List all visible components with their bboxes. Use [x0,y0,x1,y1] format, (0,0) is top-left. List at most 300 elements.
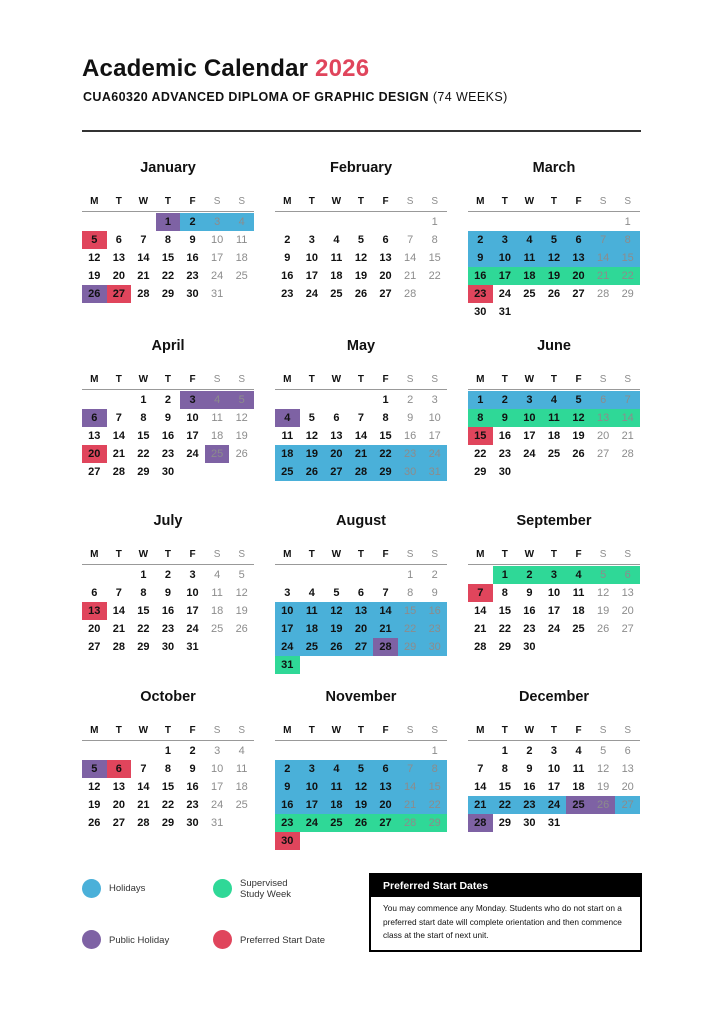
day-cell: 6 [373,760,398,778]
day-cell: 29 [373,463,398,481]
day-cell: 15 [498,781,511,793]
day-cell: 27 [349,638,374,656]
day-cell: 23 [517,796,542,814]
day-cell: 25 [235,270,248,282]
day-cell: 21 [398,796,423,814]
day-cell: 23 [186,270,199,282]
month-name: March [532,160,576,176]
day-cell: 3 [308,234,315,246]
weekday-header: F [575,725,582,736]
weekday-header: S [624,725,632,736]
course-duration: (74 WEEKS) [432,90,508,104]
day-cell: 10 [493,249,518,267]
day-cell: 31 [275,656,300,674]
weekday-header: T [164,725,172,736]
day-cell: 6 [382,234,389,246]
day-cell: 9 [431,587,438,599]
weekday-header: F [575,549,582,560]
day-cell: 16 [186,781,199,793]
weekday-header: S [624,374,632,385]
weekday-header: W [331,549,342,560]
weekday-header: T [501,196,508,207]
day-cell: 20 [349,620,374,638]
page-title [82,55,369,83]
weekday-header: F [382,374,389,385]
day-cell: 14 [137,252,150,264]
day-cell: 15 [615,249,640,267]
day-cell: 10 [300,778,325,796]
day-cell: 5 [600,745,607,757]
day-cell: 25 [235,799,248,811]
weekday-header: S [599,196,607,207]
day-cell: 24 [211,270,224,282]
day-cell: 9 [526,587,533,599]
day-cell: 31 [186,641,199,653]
day-cell: 13 [621,763,634,775]
day-cell: 3 [214,745,221,757]
day-cell: 4 [324,760,349,778]
day-cell: 18 [517,267,542,285]
day-cell: 14 [474,605,487,617]
day-cell: 14 [398,778,423,796]
day-cell: 25 [330,288,343,300]
month-name: February [329,160,393,176]
weekday-header: W [138,549,149,560]
day-cell: 27 [373,814,398,832]
day-cell: 24 [211,799,224,811]
day-cell: 2 [517,566,542,584]
day-cell: 9 [164,412,172,424]
day-cell: 11 [517,249,542,267]
day-cell: 18 [572,781,585,793]
day-cell: 7 [468,584,493,602]
weekday-header: S [599,725,607,736]
weekday-header: S [213,725,221,736]
weekday-header: M [476,549,485,560]
day-cell: 5 [333,587,340,599]
day-cell: 16 [161,605,175,617]
month-header-divider [275,564,447,565]
weekday-header: M [283,549,292,560]
day-cell: 14 [137,781,150,793]
day-cell: 16 [468,267,493,285]
day-cell: 18 [300,620,325,638]
day-cell: 11 [572,587,585,599]
day-cell: 30 [398,463,423,481]
day-cell: 10 [186,587,199,599]
day-cell: 1 [431,216,438,228]
day-cell: 17 [211,252,224,264]
day-cell: 5 [357,234,365,246]
day-cell: 18 [547,430,561,442]
day-cell: 28 [112,466,125,478]
day-cell: 7 [357,412,365,424]
day-cell: 12 [597,763,610,775]
day-cell: 24 [547,623,561,635]
weekday-header: T [115,725,122,736]
day-cell: 25 [275,463,300,481]
day-cell: 23 [161,623,175,635]
day-cell: 2 [180,213,205,231]
day-cell: 3 [550,745,558,757]
day-cell: 9 [526,763,533,775]
day-cell: 8 [407,587,414,599]
day-cell: 18 [235,252,248,264]
day-cell: 2 [493,391,518,409]
day-cell: 21 [373,620,398,638]
day-cell: 17 [305,270,318,282]
day-cell: 14 [591,249,616,267]
weekday-header: M [476,196,485,207]
day-cell: 8 [140,412,147,424]
day-cell: 16 [161,430,175,442]
month-name: August [336,513,386,529]
month-name: April [151,338,185,354]
day-cell: 16 [523,781,536,793]
weekday-header: F [189,725,196,736]
day-cell: 9 [468,249,493,267]
day-cell: 7 [407,234,414,246]
day-cell: 3 [542,566,567,584]
day-cell: 11 [211,587,223,599]
day-cell: 29 [474,466,487,478]
weekday-header: S [238,549,246,560]
day-cell: 30 [186,817,199,829]
day-cell: 13 [621,587,634,599]
day-cell: 29 [621,288,634,300]
day-cell: 26 [597,623,610,635]
weekday-header: T [501,549,508,560]
day-cell: 5 [82,231,107,249]
day-cell: 28 [621,448,634,460]
legend-public-holiday-label: Public Holiday [109,935,170,946]
day-cell: 15 [137,430,150,442]
month-name: January [140,160,196,176]
day-cell: 13 [112,781,125,793]
day-cell: 11 [542,409,567,427]
day-cell: 4 [205,391,230,409]
day-cell: 25 [523,288,536,300]
day-cell: 20 [379,270,392,282]
day-cell: 11 [330,252,343,264]
weekday-header: T [357,374,365,385]
day-cell: 7 [615,391,640,409]
day-cell: 6 [357,587,365,599]
day-cell: 6 [91,587,98,599]
weekday-header: S [599,549,607,560]
day-cell: 1 [140,569,147,581]
day-cell: 21 [621,430,634,442]
course-subtitle [83,90,508,104]
weekday-header: T [164,549,172,560]
day-cell: 7 [477,763,484,775]
day-cell: 7 [140,763,147,775]
day-cell: 22 [474,448,487,460]
day-cell: 20 [566,267,591,285]
day-cell: 11 [281,430,294,442]
weekday-header: S [406,725,414,736]
day-cell: 11 [235,763,248,775]
day-cell: 16 [281,270,294,282]
day-cell: 19 [300,445,325,463]
weekday-header: F [575,374,582,385]
day-cell: 16 [422,602,447,620]
day-cell: 27 [88,641,101,653]
day-cell: 25 [572,623,585,635]
month-header-divider [275,389,447,390]
weekday-header: S [431,549,439,560]
day-cell: 21 [349,445,374,463]
day-cell: 8 [140,587,147,599]
weekday-header: F [382,196,389,207]
weekday-header: F [382,725,389,736]
day-cell: 31 [498,306,511,318]
weekday-header: F [189,374,196,385]
day-cell: 25 [566,796,591,814]
day-cell: 22 [498,623,511,635]
day-cell: 23 [398,445,423,463]
day-cell: 4 [308,587,315,599]
weekday-header: F [189,549,196,560]
day-cell: 27 [597,448,610,460]
day-cell: 14 [404,252,417,264]
month-header-divider [82,211,254,212]
day-cell: 30 [523,817,536,829]
day-cell: 5 [591,566,616,584]
day-cell: 1 [468,391,493,409]
weekday-header: T [164,374,172,385]
weekday-header: T [550,549,558,560]
day-cell: 15 [498,605,511,617]
day-cell: 31 [422,463,447,481]
day-cell: 1 [407,569,414,581]
day-cell: 27 [615,796,640,814]
weekday-header: M [476,374,485,385]
day-cell: 24 [300,814,325,832]
day-cell: 7 [382,587,389,599]
day-cell: 5 [82,760,107,778]
day-cell: 6 [115,234,122,246]
weekday-header: S [238,196,246,207]
preferred-start-text: You may commence any Monday. Students who do not start on a preferred start date will complete orientation and then commence class at the start of next unit. [383,903,622,940]
day-cell: 6 [591,391,616,409]
day-cell: 14 [373,602,398,620]
weekday-header: T [550,196,558,207]
day-cell: 22 [615,267,640,285]
day-cell: 19 [349,796,374,814]
day-cell: 2 [189,745,196,757]
day-cell: 24 [523,448,536,460]
day-cell: 12 [305,430,318,442]
day-cell: 1 [624,216,631,228]
legend-supervised-line2: Study Week [240,889,292,900]
day-cell: 20 [112,799,125,811]
day-cell: 26 [300,463,325,481]
day-cell: 12 [88,781,101,793]
day-cell: 8 [164,234,172,246]
month-header-divider [82,389,254,390]
day-cell: 1 [431,745,438,757]
day-cell: 9 [189,234,196,246]
day-cell: 26 [235,448,248,460]
day-cell: 21 [474,623,487,635]
day-cell: 25 [205,445,230,463]
day-cell: 30 [186,288,199,300]
day-cell: 28 [112,641,125,653]
day-cell: 31 [211,288,224,300]
day-cell: 17 [493,267,518,285]
day-cell: 23 [498,448,511,460]
day-cell: 23 [468,285,493,303]
day-cell: 29 [498,641,511,653]
day-cell: 2 [284,234,291,246]
day-cell: 24 [422,445,447,463]
title-text: Academic Calendar [82,55,309,82]
day-cell: 10 [428,412,441,424]
month-name: October [140,689,196,705]
day-cell: 26 [591,796,616,814]
day-cell: 20 [597,430,610,442]
weekday-header: S [213,196,221,207]
day-cell: 8 [501,587,508,599]
day-cell: 20 [621,605,634,617]
day-cell: 1 [382,394,389,406]
day-cell: 5 [542,231,567,249]
day-cell: 1 [140,394,147,406]
day-cell: 25 [547,448,561,460]
weekday-header: W [524,725,535,736]
weekday-header: T [164,196,172,207]
day-cell: 25 [300,638,325,656]
day-cell: 16 [404,430,417,442]
day-cell: 10 [517,409,542,427]
weekday-header: F [382,549,389,560]
day-cell: 26 [235,623,248,635]
weekday-header: M [90,549,99,560]
weekday-header: S [599,374,607,385]
day-cell: 4 [566,566,591,584]
day-cell: 16 [498,430,511,442]
day-cell: 10 [211,763,224,775]
month-name: September [516,513,592,529]
day-cell: 24 [275,638,300,656]
day-cell: 19 [235,430,248,442]
day-cell: 6 [107,760,132,778]
day-cell: 20 [373,796,398,814]
day-cell: 7 [115,412,122,424]
weekday-header: T [308,725,315,736]
weekday-header: W [331,374,342,385]
weekday-header: T [357,196,365,207]
day-cell: 12 [88,252,101,264]
day-cell: 21 [137,799,150,811]
weekday-header: T [357,549,365,560]
day-cell: 19 [597,781,610,793]
day-cell: 22 [398,620,423,638]
day-cell: 10 [186,412,199,424]
month-header-divider [468,389,640,390]
day-cell: 17 [275,620,300,638]
day-cell: 28 [404,288,417,300]
day-cell: 13 [112,252,125,264]
day-cell: 30 [422,638,447,656]
day-cell: 10 [305,252,318,264]
header-divider [82,130,641,132]
day-cell: 2 [164,394,172,406]
day-cell: 26 [349,814,374,832]
weekday-header: M [283,725,292,736]
day-cell: 29 [398,638,423,656]
day-cell: 30 [161,641,175,653]
day-cell: 3 [300,760,325,778]
day-cell: 23 [161,448,175,460]
weekday-header: M [283,374,292,385]
day-cell: 17 [523,430,536,442]
weekday-header: S [431,374,439,385]
preferred-swatch-icon [213,930,232,949]
weekday-header: S [624,549,632,560]
day-cell: 26 [547,288,561,300]
weekday-header: T [501,374,508,385]
day-cell: 20 [112,270,125,282]
day-cell: 15 [428,252,441,264]
day-cell: 14 [112,430,125,442]
day-cell: 24 [498,288,511,300]
day-cell: 13 [330,430,343,442]
day-cell: 5 [349,760,374,778]
day-cell: 11 [211,412,223,424]
day-cell: 10 [275,602,300,620]
day-cell: 9 [189,763,196,775]
day-cell: 4 [238,745,245,757]
day-cell: 18 [572,605,585,617]
day-cell: 23 [422,620,447,638]
day-cell: 28 [398,814,423,832]
day-cell: 2 [407,394,414,406]
month-name: November [325,689,397,705]
month-name: December [518,689,590,705]
day-cell: 1 [156,213,181,231]
day-cell: 1 [501,745,508,757]
day-cell: 13 [373,778,398,796]
day-cell: 13 [349,602,374,620]
day-cell: 17 [547,605,561,617]
day-cell: 19 [88,799,101,811]
month-header-divider [468,740,640,741]
day-cell: 30 [498,466,511,478]
day-cell: 8 [382,412,389,424]
day-cell: 17 [300,796,325,814]
day-cell: 11 [300,602,325,620]
day-cell: 21 [591,267,616,285]
supervised-swatch-icon [213,879,232,898]
day-cell: 13 [82,602,107,620]
day-cell: 16 [186,252,199,264]
day-cell: 31 [547,817,561,829]
day-cell: 7 [140,234,147,246]
weekday-header: W [138,725,149,736]
day-cell: 29 [498,817,511,829]
day-cell: 3 [517,391,542,409]
day-cell: 3 [431,394,438,406]
day-cell: 6 [82,409,107,427]
day-cell: 3 [493,231,518,249]
day-cell: 2 [275,760,300,778]
day-cell: 28 [597,288,610,300]
day-cell: 13 [566,249,591,267]
day-cell: 15 [379,430,392,442]
day-cell: 6 [615,566,640,584]
